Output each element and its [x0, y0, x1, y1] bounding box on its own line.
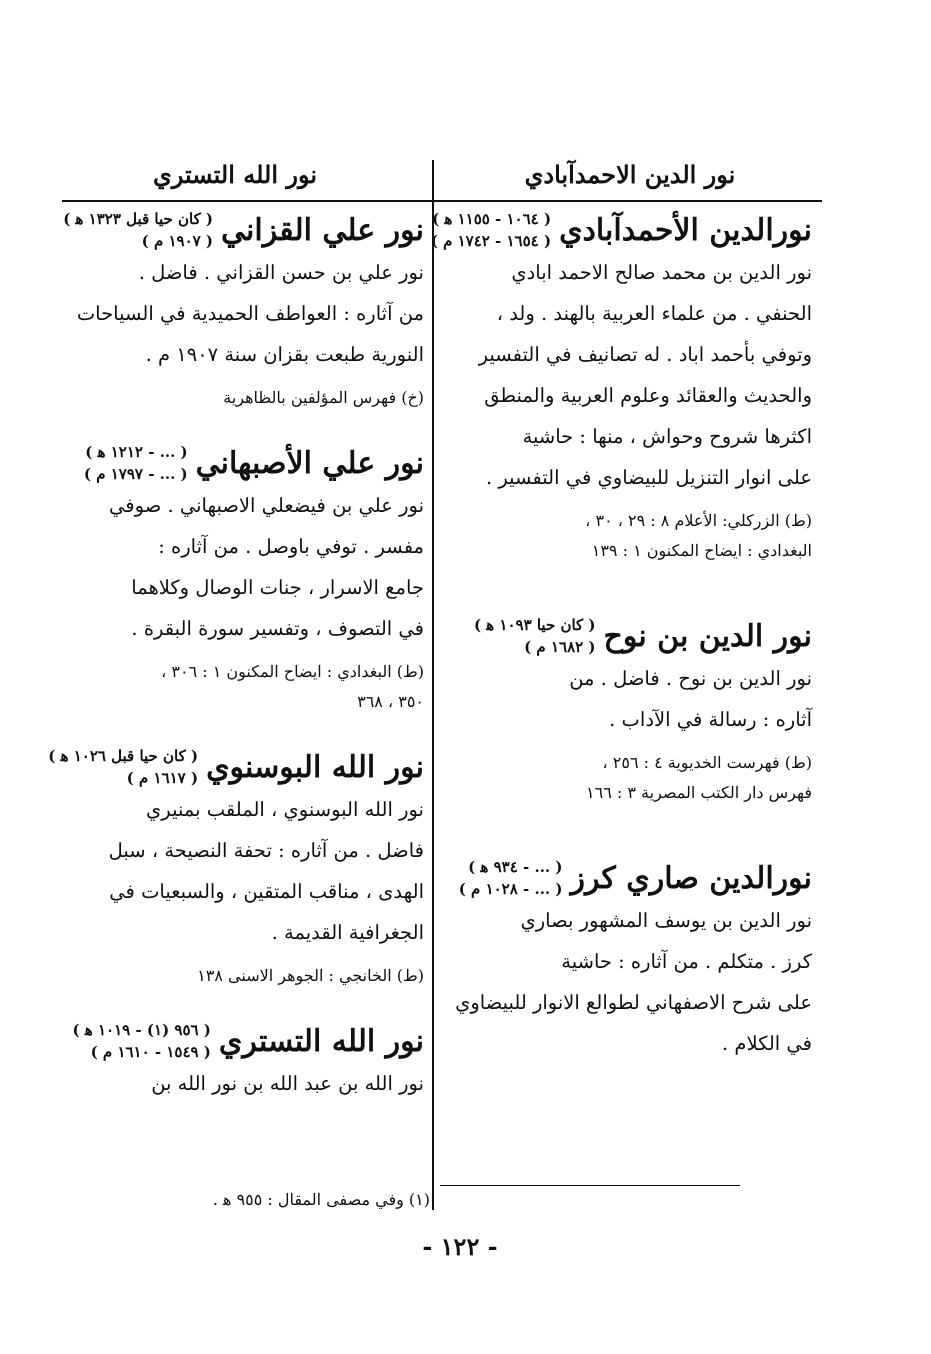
entry-dates: [63, 208, 213, 252]
body-line: كرز . متكلم . من آثاره : حاشية: [561, 950, 812, 973]
header-rule: [62, 200, 822, 202]
body-line: وتوفي بأحمد اباد . له تصانيف في التفسير: [478, 343, 812, 366]
gregorian-dates: ( ١٩٠٧ م ): [141, 232, 214, 250]
entry: [62, 441, 424, 717]
body-line: فاضل . من آثاره : تحفة النصيحة ، سبل: [108, 839, 424, 862]
entry-heading: [442, 614, 812, 658]
body-line: في التصوف ، وتفسير سورة البقرة .: [131, 617, 424, 640]
entry-references: [62, 961, 424, 991]
body-line: نور الدين بن محمد صالح الاحمد ابادي: [511, 261, 812, 284]
entry-body: [62, 485, 424, 649]
reference-line: (خ) فهرس المؤلفين بالظاهرية: [223, 388, 424, 407]
entry-references: [62, 657, 424, 717]
body-line: جامع الاسرار ، جنات الوصال وكلاهما: [131, 576, 424, 599]
running-header-right: نور الدين الاحمدآبادي: [524, 160, 736, 189]
body-line: والحديث والعقائد وعلوم العربية والمنطق: [484, 384, 812, 407]
entry-name: نورالدين الأحمدآبادي: [559, 212, 812, 248]
hijri-dates: ( ١٠٦٤ - ١١٥٥ ﻫ ): [432, 210, 552, 228]
reference-line: (ط) الزركلي: الأعلام ٨ : ٢٩ ، ٣٠ ،: [585, 511, 812, 530]
body-line: نور علي بن فيضعلي الاصبهاني . صوفي: [109, 494, 424, 517]
left-column: [48, 208, 424, 1132]
running-header-left: نور الله التستري: [152, 160, 318, 189]
entry-name: نور الله التستري: [218, 1023, 424, 1059]
entry: [48, 745, 424, 991]
reference-line: (ط) الخانجي : الجوهر الاسنى ١٣٨: [197, 966, 424, 985]
reference-line: ٣٥٠ ، ٣٦٨: [357, 692, 424, 711]
entry-body: [442, 658, 812, 740]
entry-heading: [48, 745, 424, 789]
gregorian-dates: ( ١٥٤٩ - ١٦١٠ م ): [90, 1043, 211, 1061]
entry-references: [62, 383, 424, 413]
reference-line: البغدادي : ايضاح المكنون ١ : ١٣٩: [591, 541, 812, 560]
reference-line: فهرس دار الكتب المصرية ٣ : ١٦٦: [586, 783, 812, 802]
hijri-dates: ( ... - ٩٣٤ ﻫ ): [468, 858, 563, 876]
entry-body: [62, 789, 424, 953]
footnote: (١) وفي مصفى المقال : ٩٥٥ ﻫ .: [212, 1190, 430, 1209]
hijri-dates: ( كان حيا ١٠٩٣ ﻫ ): [473, 616, 596, 634]
entry-heading: [62, 1019, 424, 1063]
body-line: مفسر . توفي باوصل . من آثاره :: [158, 535, 424, 558]
entry-references: [442, 748, 812, 808]
body-line: نور الله البوسنوي ، الملقب بمنيري: [146, 798, 424, 821]
entry-name: نورالدين صاري كرز: [570, 860, 812, 896]
gregorian-dates: ( ١٦٨٢ م ): [524, 638, 596, 656]
entry-name: نور علي الأصبهاني: [195, 445, 424, 481]
entry-body: [442, 252, 812, 498]
entry: [62, 1019, 424, 1104]
entry: [442, 856, 812, 1064]
right-column: [430, 208, 812, 1092]
entry-dates: [474, 614, 596, 658]
entry-dates: [431, 208, 551, 252]
hijri-dates: ( ٩٥٦ (١) - ١٠١٩ ﻫ ): [72, 1021, 211, 1039]
body-line: النورية طبعت بقزان سنة ١٩٠٧ م .: [145, 343, 424, 366]
entry-heading: [442, 856, 812, 900]
reference-line: (ط) البغدادي : ايضاح المكنون ١ : ٣٠٦ ،: [161, 662, 424, 681]
column-divider: [432, 160, 434, 1210]
body-line: نور الدين بن نوح . فاضل . من: [569, 667, 812, 690]
entry-heading: [62, 441, 424, 485]
entry-body: [62, 1063, 424, 1104]
entry-name: نور علي القزاني: [221, 212, 424, 248]
body-line: نور الله بن عبد الله بن نور الله بن: [151, 1072, 424, 1095]
body-line: على شرح الاصفهاني لطوالع الانوار للبيضاوي: [455, 991, 812, 1014]
entry-dates: [48, 745, 198, 789]
entry-references: [442, 506, 812, 566]
body-line: الهدى ، مناقب المتقين ، والسبعيات في: [109, 880, 424, 903]
body-line: اكثرها شروح وحواش ، منها : حاشية: [522, 425, 812, 448]
entry-name: نور الله البوسنوي: [206, 749, 424, 785]
body-line: الجغرافية القديمة .: [271, 921, 424, 944]
entry: [442, 614, 812, 808]
hijri-dates: ( كان حيا قبل ١٠٢٦ ﻫ ): [48, 747, 199, 765]
entry-heading: [62, 208, 424, 252]
entry-dates: [459, 856, 563, 900]
gregorian-dates: ( ١٦٥٤ - ١٧٤٢ م ): [430, 232, 552, 250]
body-line: الحنفي . من علماء العربية بالهند . ولد ،: [496, 302, 812, 325]
body-line: من آثاره : العواطف الحميدية في السياحات: [76, 302, 424, 325]
hijri-dates: ( ... - ١٢١٢ ﻫ ): [85, 443, 188, 461]
body-line: على انوار التنزيل للبيضاوي في التفسير .: [486, 466, 812, 489]
gregorian-dates: ( ... - ١٧٩٧ م ): [83, 465, 188, 483]
entry-heading: [430, 208, 812, 252]
entry-body: [442, 900, 812, 1064]
body-line: في الكلام .: [721, 1032, 812, 1055]
gregorian-dates: ( ١٦١٧ م ): [126, 769, 199, 787]
entry: [62, 208, 424, 413]
body-line: نور علي بن حسن القزاني . فاضل .: [138, 261, 424, 284]
entry-dates: [73, 1019, 211, 1063]
page-number: - ١٢٢ -: [422, 1232, 498, 1261]
gregorian-dates: ( ... - ١٠٢٨ م ): [458, 880, 563, 898]
body-line: نور الدين بن يوسف المشهور بصاري: [520, 909, 812, 932]
hijri-dates: ( كان حيا قبل ١٣٢٣ ﻫ ): [63, 210, 214, 228]
entry: [430, 208, 812, 566]
body-line: آثاره : رسالة في الآداب .: [609, 708, 812, 731]
reference-line: (ط) فهرست الخديوية ٤ : ٢٥٦ ،: [602, 753, 812, 772]
entry-body: [62, 252, 424, 375]
entry-dates: [84, 441, 188, 485]
footnote-rule: [440, 1185, 740, 1186]
entry-name: نور الدين بن نوح: [603, 618, 812, 654]
